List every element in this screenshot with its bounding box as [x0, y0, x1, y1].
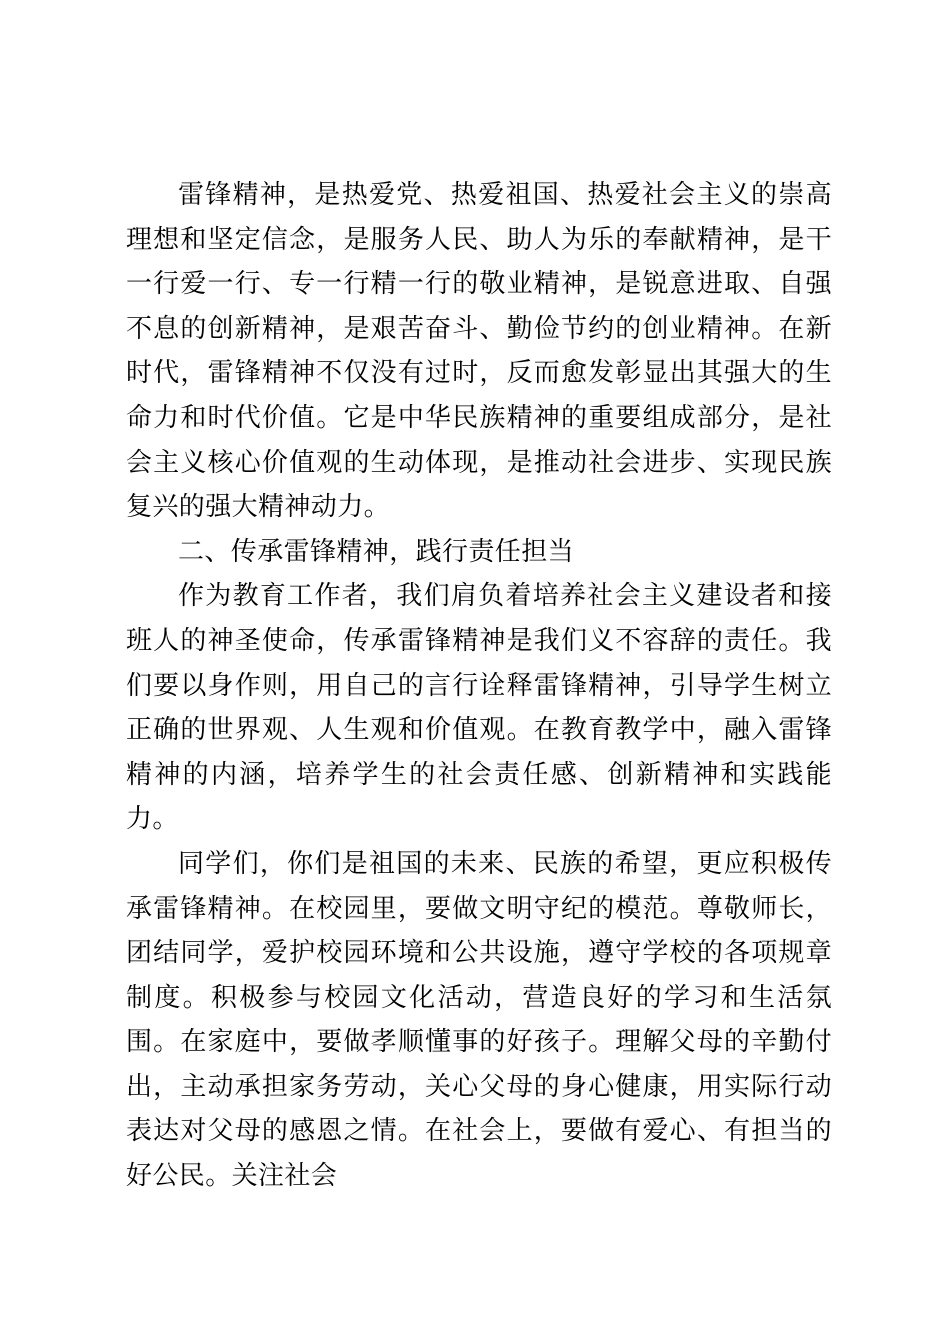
document-body [126, 173, 832, 1199]
section-heading: 二、传承雷锋精神，践行责任担当 [178, 536, 575, 567]
paragraph-educators: 作为教育工作者，我们肩负着培养社会主义建设者和接班人的神圣使命，传承雷锋精神是我们义不容辞的责任。我们要以身作则，用自己的言行诠释雷锋精神，引导学生树立正确的世界观、人生观和价值观。在教育教学中，融入雷锋精神的内涵，培养学生的社会责任感、创新精神和实践能力。 [126, 581, 832, 835]
paragraph-students: 同学们，你们是祖国的未来、民族的希望，更应积极传承雷锋精神。在校园里，要做文明守纪的模范。尊敬师长，团结同学，爱护校园环境和公共设施，遵守学校的各项规章制度。积极参与校园文化活动，营造良好的学习和生活氛围。在家庭中，要做孝顺懂事的好孩子。理解父母的辛勤付出，主动承担家务劳动，关心父母的身心健康，用实际行动表达对父母的感恩之情。在社会上，要做有爱心、有担当的好公民。关注社会 [126, 848, 832, 1192]
paragraph-lei-feng-spirit: 雷锋精神，是热爱党、热爱祖国、热爱社会主义的崇高理想和坚定信念，是服务人民、助人为乐的奉献精神，是干一行爱一行、专一行精一行的敬业精神，是锐意进取、自强不息的创新精神，是艰苦奋斗、勤俭节约的创业精神。在新时代，雷锋精神不仅没有过时，反而愈发彰显出其强大的生命力和时代价值。它是中华民族精神的重要组成部分，是社会主义核心价值观的生动体现，是推动社会进步、实现民族复兴的强大精神动力。 [126, 180, 832, 523]
